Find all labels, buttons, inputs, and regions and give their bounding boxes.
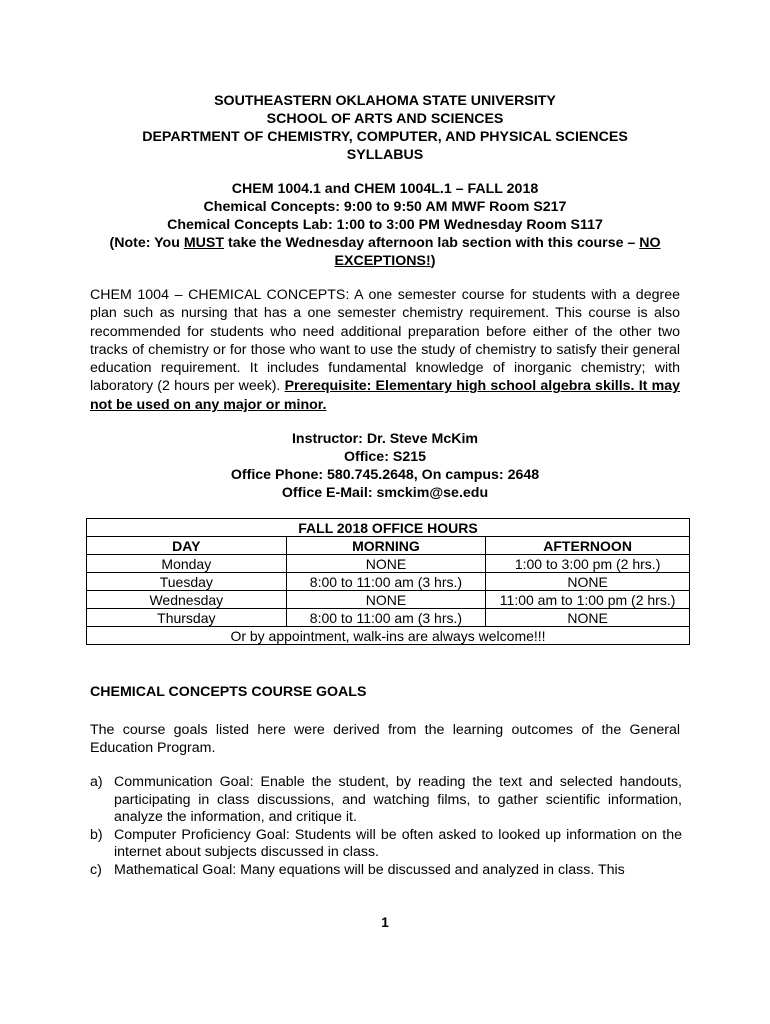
table-cell: Monday xyxy=(87,555,287,573)
table-header-row xyxy=(87,537,690,555)
department-name: DEPARTMENT OF CHEMISTRY, COMPUTER, AND PHYSICAL SCIENCES xyxy=(142,129,628,145)
list-item-text: Communication Goal: Enable the student, by reading the text and selected handouts, participating in class discussions, and watching films, to gather scientific information, analyze the information, and critique it. xyxy=(114,774,682,825)
course-description xyxy=(90,286,680,414)
lab-note xyxy=(60,234,710,270)
document-title: SYLLABUS xyxy=(346,147,424,163)
list-item xyxy=(90,862,682,880)
note-no: NO xyxy=(639,235,661,251)
instructor-info xyxy=(60,430,710,502)
table-cell: Thursday xyxy=(87,609,287,627)
table-cell: 8:00 to 11:00 am (3 hrs.) xyxy=(286,609,486,627)
note-prefix: (Note: You xyxy=(109,235,184,251)
page-number: 1 xyxy=(381,914,389,930)
table-cell: NONE xyxy=(286,591,486,609)
instructor-office: Office: S215 xyxy=(343,449,426,465)
office-hours-title: FALL 2018 OFFICE HOURS xyxy=(87,519,690,537)
lecture-schedule: Chemical Concepts: 9:00 to 9:50 AM MWF Room S217 xyxy=(203,199,567,215)
column-header-afternoon: AFTERNOON xyxy=(486,537,690,555)
lab-schedule: Chemical Concepts Lab: 1:00 to 3:00 PM Wednesday Room S117 xyxy=(167,217,603,233)
document-header xyxy=(60,92,710,164)
table-cell: NONE xyxy=(486,609,690,627)
list-item xyxy=(90,827,682,862)
table-footer-row xyxy=(87,627,690,645)
course-info xyxy=(60,180,710,270)
university-name: SOUTHEASTERN OKLAHOMA STATE UNIVERSITY xyxy=(214,93,556,109)
table-title-row xyxy=(87,519,690,537)
list-item-letter: b) xyxy=(90,826,103,843)
course-title: CHEM 1004.1 and CHEM 1004L.1 – FALL 2018 xyxy=(231,181,539,197)
note-exceptions: EXCEPTIONS! xyxy=(334,253,431,269)
table-cell: NONE xyxy=(286,555,486,573)
table-row xyxy=(87,555,690,573)
table-row xyxy=(87,591,690,609)
list-item-text: Mathematical Goal: Many equations will be discussed and analyzed in class. This xyxy=(114,861,625,878)
school-name: SCHOOL OF ARTS AND SCIENCES xyxy=(266,111,504,127)
column-header-day: DAY xyxy=(87,537,287,555)
office-hours-table xyxy=(86,518,690,645)
goals-intro: The course goals listed here were derived from the learning outcomes of the General Education Program. xyxy=(90,722,680,756)
table-cell: 8:00 to 11:00 am (3 hrs.) xyxy=(286,573,486,591)
note-end: ) xyxy=(430,253,436,269)
instructor-email: Office E-Mail: smckim@se.edu xyxy=(281,485,489,501)
table-cell: Wednesday xyxy=(87,591,287,609)
goals-list xyxy=(90,774,682,879)
note-middle: take the Wednesday afternoon lab section with this course – xyxy=(224,235,640,251)
list-item-letter: a) xyxy=(90,774,103,790)
column-header-morning: MORNING xyxy=(286,537,486,555)
goals-heading: CHEMICAL CONCEPTS COURSE GOALS xyxy=(90,684,367,700)
list-item-text: Computer Proficiency Goal: Students will be often asked to looked up information on the internet about subjects discussed in class. xyxy=(114,826,682,860)
table-cell: Tuesday xyxy=(87,573,287,591)
office-hours-footer: Or by appointment, walk-ins are always welcome!!! xyxy=(87,627,690,645)
table-cell: 1:00 to 3:00 pm (2 hrs.) xyxy=(486,555,690,573)
instructor-phone: Office Phone: 580.745.2648, On campus: 2648 xyxy=(230,467,540,483)
table-cell: NONE xyxy=(486,573,690,591)
table-row xyxy=(87,573,690,591)
instructor-name: Instructor: Dr. Steve McKim xyxy=(291,431,479,447)
description-body: CHEM 1004 – CHEMICAL CONCEPTS: A one semester course for students with a degree plan such as nursing that has a one semester chemistry requirement. This course is also recommended for students who need additional preparation before either of the other two tracks of chemistry or for those who want to use the study of chemistry to satisfy their general education requirement. It includes fundamental knowledge of inorganic chemistry; with laboratory (2 hours per week). xyxy=(90,287,680,395)
table-cell: 11:00 am to 1:00 pm (2 hrs.) xyxy=(486,591,690,609)
list-item xyxy=(90,774,682,827)
list-item-letter: c) xyxy=(90,861,102,878)
table-row xyxy=(87,609,690,627)
note-must: MUST xyxy=(183,235,225,251)
prerequisite-text: Prerequisite: Elementary high school algebra skills. It may not be used on any major or minor. xyxy=(90,378,680,413)
